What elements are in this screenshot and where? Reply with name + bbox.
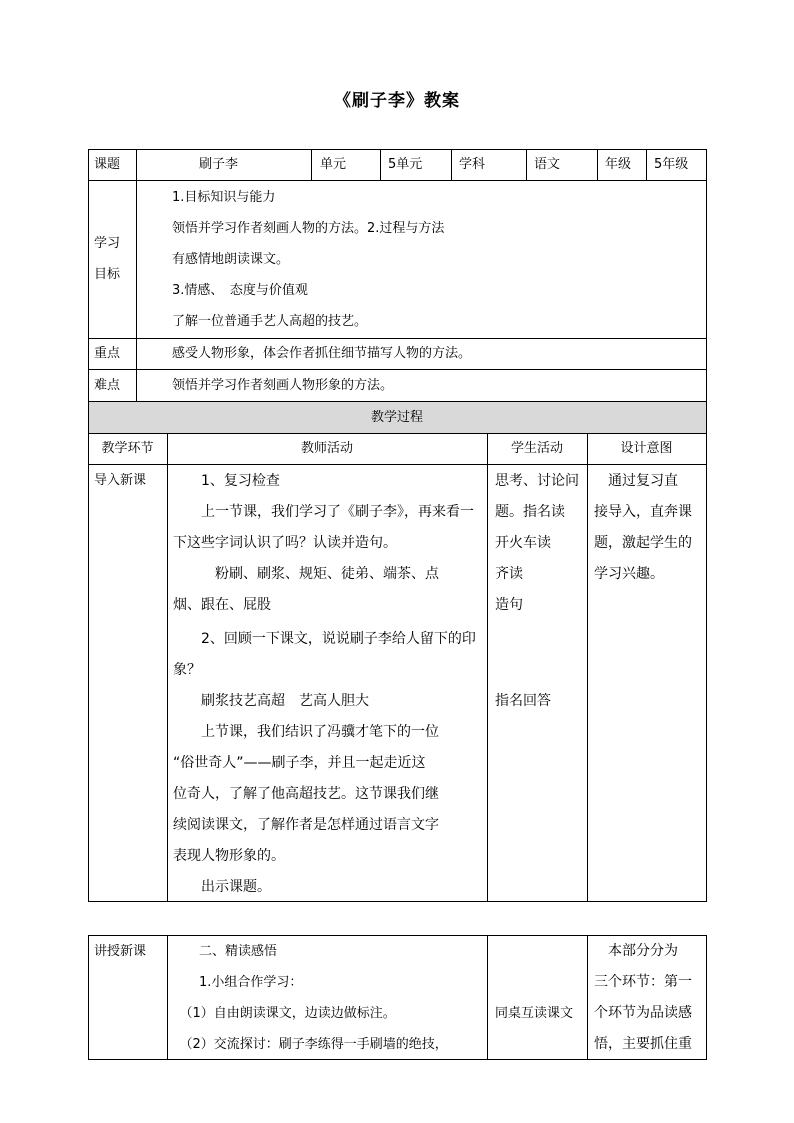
unit-value: 5单元 (388, 157, 423, 172)
goals-line: 了解一位普通手艺人高超的技艺。 (172, 314, 368, 329)
col-stage: 教学环节 (101, 441, 154, 456)
key-point-text: 感受人物形象，体会作者抓住细节描写人物的方法。 (172, 346, 472, 361)
process-title: 教学过程 (370, 410, 423, 425)
unit-label: 单元 (320, 157, 347, 172)
section2-student-activity: 同桌互读课文 (495, 1006, 574, 1021)
section1-teacher-activity: 1、复习检查 上一节课，我们学习了《刷子李》，再来看一 下这些字词认识了吗？认读并造句。 粉刷、刷浆、规矩、徒弟、端茶、点 烟、跟在、屁股 2、回顾一下课文，说说刷子李给人留下的印 象？ 刷浆技艺高超 艺高人胆大 上节课，我们结识了冯骥才笔下的一位 “俗世奇人”——刷子李，并且一起走近这 位奇人，了解了他高超技艺。这节课我们继 续阅读课文，了解作者是怎样通过语言文字 表现人物形象的。 出示课题。 (173, 473, 476, 895)
section1-stage: 导入新课 (94, 473, 147, 488)
difficulty-text: 领悟并学习作者刻画人物形象的方法。 (172, 378, 394, 393)
col-student: 学生活动 (510, 441, 563, 456)
goals-line: 3.情感、 态度与价值观 (172, 283, 308, 298)
goals-line: 1.目标知识与能力 (172, 190, 276, 205)
topic-value: 刷子李 (199, 157, 239, 172)
section1-student-activity: 思考、讨论问 题。指名读 开火车读 齐读 造句 指名回答 (495, 473, 579, 709)
subject-value: 语文 (534, 157, 561, 172)
section1-design-intent: 通过复习直 接导入，直奔课 题，激起学生的 学习兴趣。 (594, 473, 692, 582)
subject-label: 学科 (459, 157, 486, 172)
section2-teacher-activity: 二、精读感悟 1.小组合作学习： （1）自由朗读课文，边读边做标注。 （2）交流探讨：刷子李练得一手刷墙的绝技， (173, 944, 448, 1052)
topic-label: 课题 (94, 157, 121, 172)
section2-stage: 讲授新课 (94, 944, 147, 959)
col-design: 设计意图 (620, 441, 673, 456)
section2-design-intent: 本部分分为 三个环节：第一 个环节为品读感 悟，主要抓住重 (594, 943, 692, 1052)
grade-value: 5年级 (654, 157, 689, 172)
page-title: 《刷子李》教案 (334, 91, 460, 111)
key-point-label: 重点 (94, 346, 121, 361)
goals-label-line2: 目标 (94, 267, 121, 282)
goals-label-line1: 学习 (94, 236, 121, 251)
goals-line: 有感情地朗读课文。 (172, 252, 290, 267)
difficulty-label: 难点 (94, 378, 121, 393)
goals-line: 领悟并学习作者刻画人物的方法。2.过程与方法 (172, 221, 445, 236)
grade-label: 年级 (605, 157, 632, 172)
col-teacher: 教师活动 (300, 441, 353, 456)
